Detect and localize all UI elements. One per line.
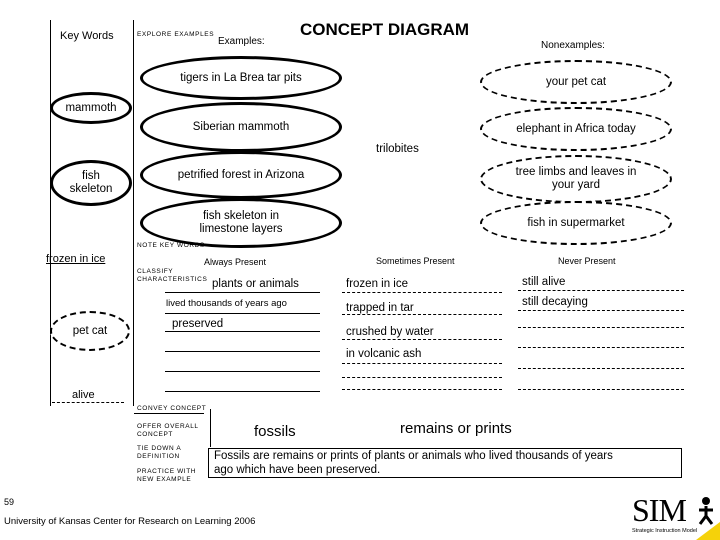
key-word-frozen-in-ice: frozen in ice xyxy=(46,253,106,265)
always-line-5 xyxy=(165,371,320,372)
never-line-1 xyxy=(518,290,684,291)
practice-label xyxy=(137,468,202,484)
sometimes-present-label: Sometimes Present xyxy=(376,256,455,266)
sometimes-item-4: in volcanic ash xyxy=(346,348,422,360)
key-word-fish-skeleton xyxy=(50,160,132,206)
sometimes-item-2: trapped in tar xyxy=(346,302,414,314)
key-word-mammoth xyxy=(50,92,132,124)
nonexample-text-2: elephant in Africa today xyxy=(516,122,636,135)
practice-text: PRACTICE WITH NEW EXAMPLE xyxy=(137,468,197,483)
key-word-alive: alive xyxy=(72,389,95,401)
never-item-2: still decaying xyxy=(522,296,588,308)
definition-text-content: Fossils are remains or prints of plants or animals who lived thousands of years ago which have been preserved. xyxy=(214,450,613,476)
overall-concept: fossils xyxy=(254,423,296,440)
always-line-3 xyxy=(165,331,320,332)
sometimes-line-1 xyxy=(342,292,502,293)
nonexamples-label: Nonexamples: xyxy=(541,40,605,51)
nonexample-text-1: your pet cat xyxy=(545,75,607,88)
explore-examples-label: EXPLORE EXAMPLES xyxy=(137,31,215,38)
never-line-4 xyxy=(518,347,684,348)
sometimes-line-3 xyxy=(342,339,502,340)
key-words-label: Key Words xyxy=(60,30,114,42)
tie-down-definition-label xyxy=(137,445,202,461)
example-oval-3 xyxy=(140,151,342,199)
page-number: 59 xyxy=(4,497,15,507)
sometimes-item-1: frozen in ice xyxy=(346,278,409,290)
overall-concept-description: remains or prints xyxy=(400,420,512,437)
nonexample-text-4: fish in supermarket xyxy=(527,216,625,229)
never-item-1: still alive xyxy=(522,276,566,288)
always-present-label: Always Present xyxy=(204,257,267,267)
key-word-pet-cat xyxy=(50,311,130,351)
floating-trilobites: trilobites xyxy=(376,143,419,155)
key-word-mammoth-text: mammoth xyxy=(65,101,117,114)
never-line-6 xyxy=(518,389,684,390)
note-key-words-label: NOTE KEY WORDS xyxy=(137,242,205,249)
always-item-3: preserved xyxy=(172,318,224,330)
always-item-2: lived thousands of years ago xyxy=(166,298,287,309)
sometimes-line-6 xyxy=(342,389,502,390)
example-oval-1 xyxy=(140,56,342,100)
sometimes-line-4 xyxy=(342,363,502,364)
sometimes-line-2 xyxy=(342,314,502,315)
alive-dash-line xyxy=(52,402,124,403)
corner-yellow-stripe xyxy=(680,522,720,540)
nonexample-oval-1 xyxy=(480,60,672,104)
examples-label: Examples: xyxy=(218,36,265,47)
classify-label-text: CLASSIFY CHARACTERISTICS xyxy=(137,268,208,283)
sometimes-item-3: crushed by water xyxy=(346,326,434,338)
nonexample-oval-2 xyxy=(480,107,672,151)
key-word-fish-skeleton-text: fish skeleton xyxy=(69,170,113,195)
nonexample-text-3: tree limbs and leaves in your yard xyxy=(515,166,637,191)
always-line-6 xyxy=(165,391,320,392)
never-line-5 xyxy=(518,368,684,369)
never-line-2 xyxy=(518,310,684,311)
diagram-title: CONCEPT DIAGRAM xyxy=(300,20,470,39)
never-present-label: Never Present xyxy=(558,256,616,266)
never-line-3 xyxy=(518,327,684,328)
always-line-2 xyxy=(165,313,320,314)
sim-logo-subtitle: Strategic Instruction Model xyxy=(632,528,698,534)
offer-overall-concept-text: OFFER OVERALL CONCEPT xyxy=(137,423,199,438)
always-line-1 xyxy=(165,292,320,293)
tie-down-definition-text: TIE DOWN A DEFINITION xyxy=(137,445,181,460)
offer-overall-concept-label xyxy=(137,423,202,439)
sometimes-line-5 xyxy=(342,377,502,378)
convey-rule xyxy=(134,413,204,414)
classify-label xyxy=(137,268,207,284)
example-text-3: petrified forest in Arizona xyxy=(177,168,305,181)
always-line-4 xyxy=(165,351,320,352)
nonexample-oval-4 xyxy=(480,201,672,245)
key-word-pet-cat-text: pet cat xyxy=(72,324,108,337)
example-oval-2 xyxy=(140,102,342,152)
example-text-1: tigers in La Brea tar pits xyxy=(180,71,302,84)
footer-credit: University of Kansas Center for Research on Learning 2006 xyxy=(4,516,256,527)
example-text-4: fish skeleton in limestone layers xyxy=(199,210,283,235)
definition-text xyxy=(214,449,614,477)
always-item-1: plants or animals xyxy=(212,278,299,290)
nonexample-oval-3 xyxy=(480,155,672,203)
example-oval-4 xyxy=(140,198,342,248)
example-text-2: Siberian mammoth xyxy=(192,120,290,133)
convey-concept-label: CONVEY CONCEPT xyxy=(137,405,207,412)
sim-logo-text: SIM xyxy=(632,492,686,528)
